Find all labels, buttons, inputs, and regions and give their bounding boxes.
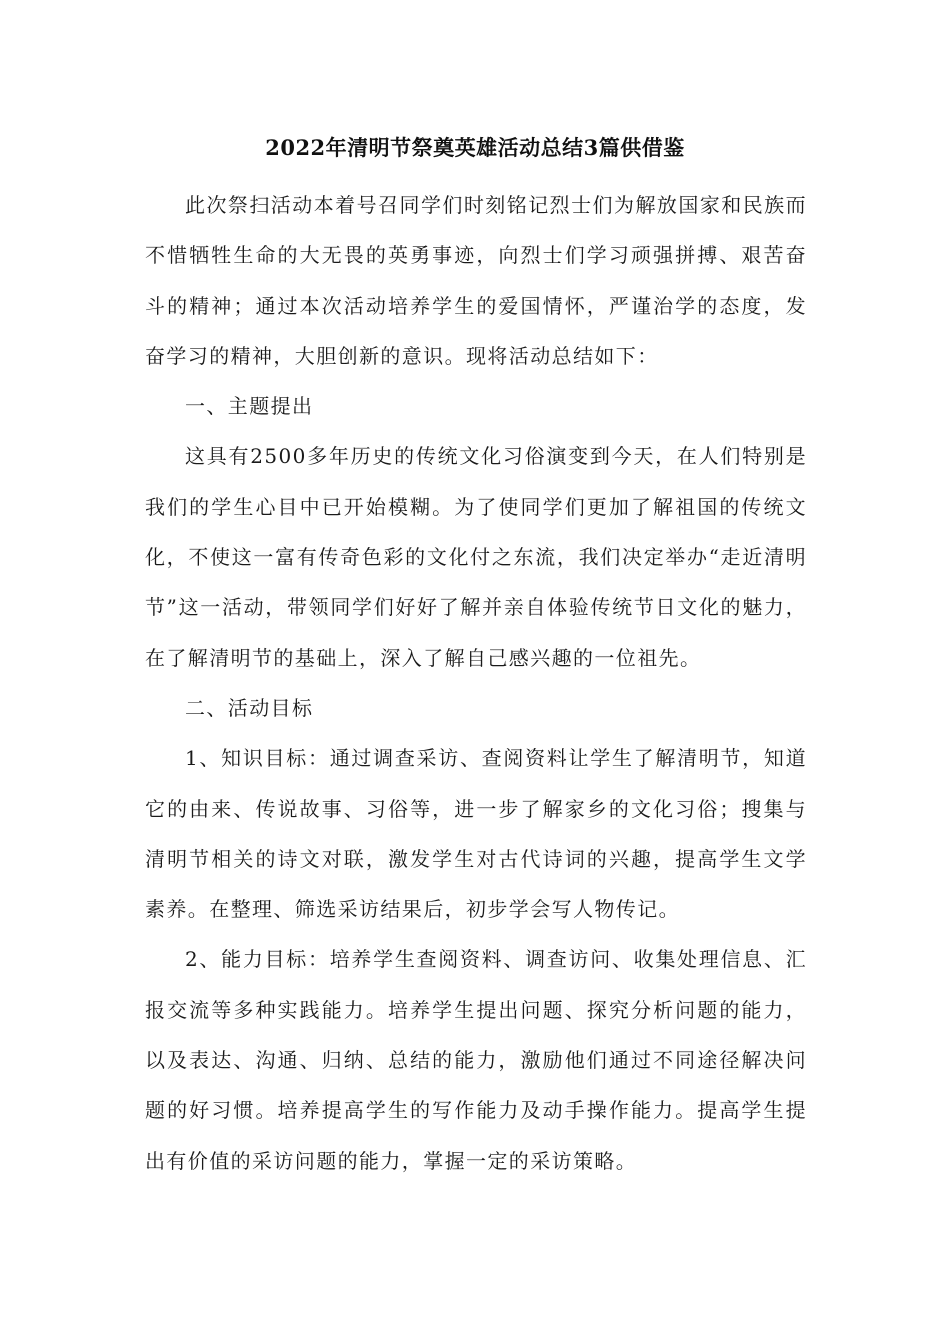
document-title: 2022年清明节祭奠英雄活动总结3篇供借鉴 xyxy=(265,135,685,160)
document-body xyxy=(145,180,807,1186)
section-heading-theme: 一、主题提出 xyxy=(185,394,314,419)
intro-paragraph: 此次祭扫活动本着号召同学们时刻铭记烈士们为解放国家和民族而不惜牺牲生命的大无畏的英勇事迹，向烈士们学习顽强拼搏、艰苦奋斗的精神；通过本次活动培养学生的爱国情怀，严谨治学的态度，发奋学习的精神，大胆创新的意识。现将活动总结如下： xyxy=(145,193,807,368)
knowledge-goal-paragraph: 1、知识目标：通过调查采访、查阅资料让学生了解清明节，知道它的由来、传说故事、习俗等，进一步了解家乡的文化习俗；搜集与清明节相关的诗文对联，激发学生对古代诗词的兴趣，提高学生文学素养。在整理、筛选采访结果后，初步学会写人物传记。 xyxy=(145,746,807,922)
theme-paragraph: 这具有2500多年历史的传统文化习俗演变到今天，在人们特别是我们的学生心目中已开始模糊。为了使同学们更加了解祖国的传统文化，不使这一富有传奇色彩的文化付之东流，我们决定举办“走近清明节”这一活动，带领同学们好好了解并亲自体验传统节日文化的魅力，在了解清明节的基础上，深入了解自己感兴趣的一位祖先。 xyxy=(145,444,807,670)
section-heading-goals: 二、活动目标 xyxy=(185,695,314,720)
ability-goal-paragraph: 2、能力目标：培养学生查阅资料、调查访问、收集处理信息、汇报交流等多种实践能力。培养学生提出问题、探究分析问题的能力，以及表达、沟通、归纳、总结的能力，激励他们通过不同途径解决问题的好习惯。培养提高学生的写作能力及动手操作能力。提高学生提出有价值的采访问题的能力，掌握一定的采访策略。 xyxy=(145,947,807,1173)
